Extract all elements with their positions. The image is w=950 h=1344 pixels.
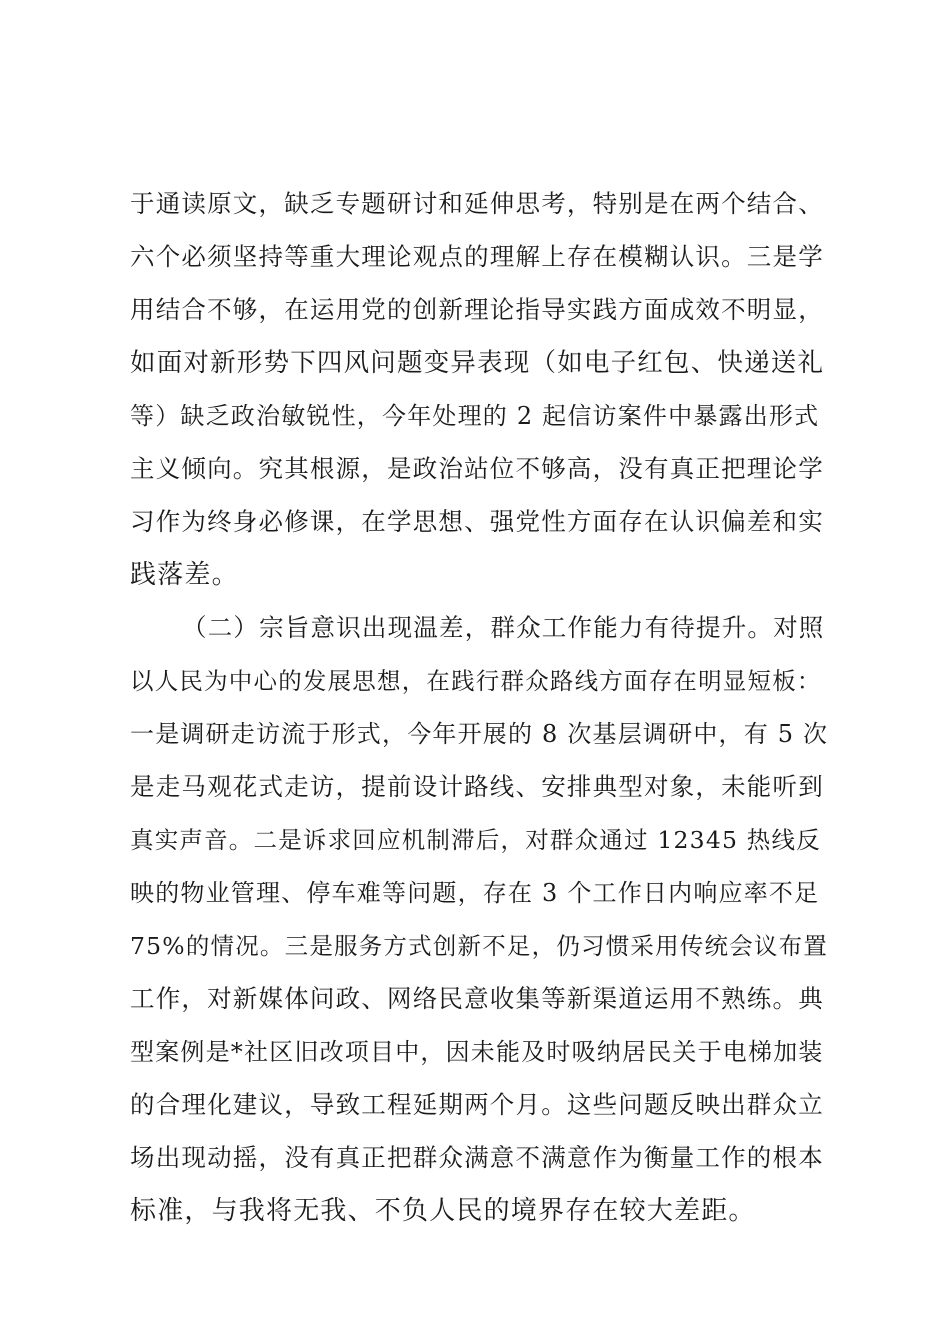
section-heading-line: （二）宗旨意识出现温差，群众工作能力有待提升。对照 (182, 613, 825, 642)
text-line: 于通读原文，缺乏专题研讨和延伸思考，特别是在两个结合、 (130, 189, 824, 218)
text-line: 以人民为中心的发展思想，在践行群众路线方面存在明显短板： (130, 667, 822, 695)
text-line: 型案例是*社区旧改项目中，因未能及时吸纳居民关于电梯加装 (130, 1038, 824, 1066)
text-line: 习作为终身必修课，在学思想、强党性方面存在认识偏差和实 (130, 507, 824, 536)
text-line: 真实声音。二是诉求回应机制滞后，对群众通过 12345 热线反 (130, 826, 821, 854)
text-line: 如面对新形势下四风问题变异表现（如电子红包、快递送礼 (130, 348, 825, 378)
text-line: 标准，与我将无我、不负人民的境界存在较大差距。 (130, 1196, 756, 1226)
text-line: 75%的情况。三是服务方式创新不足，仍习惯采用传统会议布置 (130, 932, 829, 960)
text-line: 六个必须坚持等重大理论观点的理解上存在模糊认识。三是学 (130, 242, 824, 271)
text-line: 工作，对新媒体问政、网络民意收集等新渠道运用不熟练。典 (130, 984, 824, 1013)
text-line: 的合理化建议，导致工程延期两个月。这些问题反映出群众立 (130, 1090, 824, 1119)
text-line: 映的物业管理、停车难等问题，存在 3 个工作日内响应率不足 (130, 879, 820, 907)
text-line: 场出现动摇，没有真正把群众满意不满意作为衡量工作的根本 (130, 1143, 824, 1172)
text-line: 践落差。 (130, 560, 239, 590)
text-line: 主义倾向。究其根源，是政治站位不够高，没有真正把理论学 (130, 454, 824, 483)
text-line: 用结合不够，在运用党的创新理论指导实践方面成效不明显， (130, 295, 824, 324)
text-line: 是走马观花式走访，提前设计路线、安排典型对象，未能听到 (130, 772, 824, 801)
text-line: 一是调研走访流于形式，今年开展的 8 次基层调研中，有 5 次 (130, 720, 829, 748)
text-line: 等）缺乏政治敏锐性，今年处理的 2 起信访案件中暴露出形式 (130, 402, 820, 430)
